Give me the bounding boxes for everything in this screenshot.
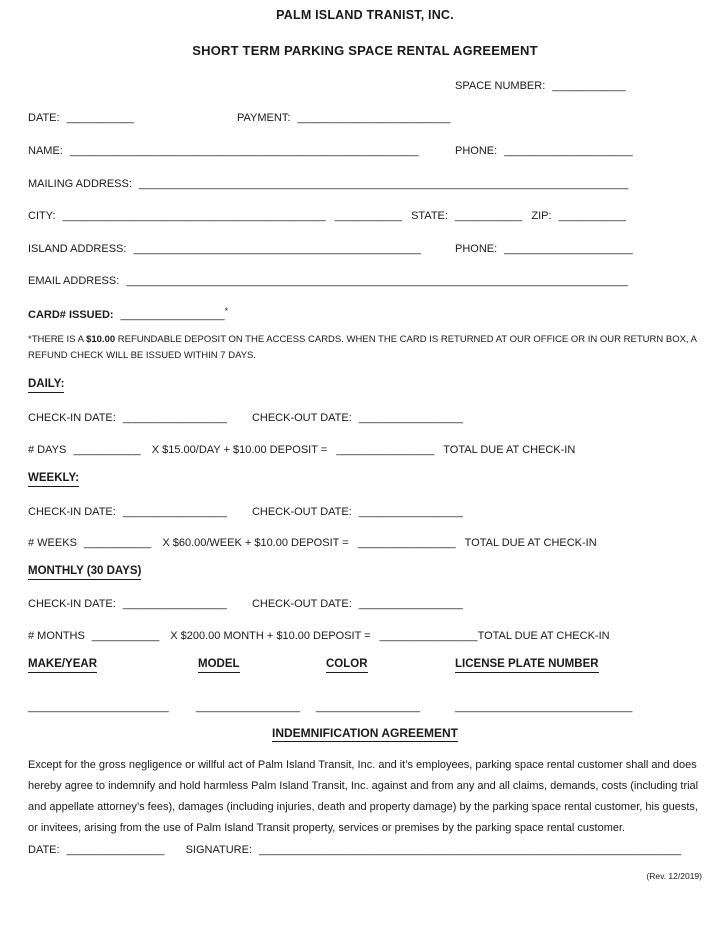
island-address-label: ISLAND ADDRESS: [28,243,127,255]
card-issued-blank: _________________ [120,309,225,321]
email-address-blank: __________________________________________________________________________________ [126,275,629,287]
card-deposit-note [28,332,702,364]
revision-note: (Rev. 12/2019) [646,871,702,881]
footnote-asterisk: * [224,306,229,316]
make-year-header: MAKE/YEAR [28,657,97,673]
daily-rate-text: X $15.00/DAY + $10.00 DEPOSIT = [151,444,328,456]
form-title: SHORT TERM PARKING SPACE RENTAL AGREEMENT [192,43,538,58]
checkin-date-label: CHECK-IN DATE: [28,412,116,424]
island-phone-blank: _____________________ [504,243,633,255]
name-phone-row [28,144,702,158]
payment-field [237,111,450,125]
indemnification-body: Except for the gross negligence or willful act of Palm Island Transit, Inc. and it’s employees, parking space rental customer shall and does hereby agree to indemnify and hold harmless Palm Island Transit, Inc. against and from any and all claims, demands, costs (including trial and appellate attorney’s fees), damages (including injuries, death and property damage) by the parking space rental customer, his guests, or invitees, arising from the use of Palm Island Transit property, services or premises by the parking space rental customer. [28,759,699,834]
monthly-section-heading: MONTHLY (30 DAYS) [28,564,702,581]
weekly-total-label: TOTAL DUE AT CHECK-IN [464,537,597,549]
note-prefix: *THERE IS A [28,334,87,345]
city-blank: ___________________________________________ [62,210,326,222]
name-label: NAME: [28,145,63,157]
monthly-total-label: TOTAL DUE AT CHECK-IN [477,630,610,642]
email-address-label: EMAIL ADDRESS: [28,275,120,287]
weeks-qty-blank: ___________ [83,537,152,549]
date-payment-row [28,111,702,125]
phone-label: PHONE: [455,145,498,157]
license-plate-blank: _____________________________ [455,701,633,713]
card-issued-label: CARD# ISSUED: [28,309,114,321]
island-address-blank: _______________________________________________ [133,243,422,255]
island-phone-field [455,242,633,256]
zip-label: ZIP: [531,210,552,222]
make-year-blank: _______________________ [28,701,169,713]
card-issued-row [28,304,702,321]
monthly-checkin-row [28,597,702,611]
mailing-address-label: MAILING ADDRESS: [28,178,132,190]
city-label: CITY: [28,210,56,222]
space-number-blank: ____________ [552,80,626,92]
color-header: COLOR [326,657,368,673]
model-blank: _________________ [196,701,301,713]
zip-blank: ___________ [558,210,626,222]
months-qty-blank: ___________ [91,630,160,642]
signature-blank: _____________________________________________________________________ [259,844,682,856]
indemnification-heading: INDEMNIFICATION AGREEMENT [272,726,458,740]
color-blank: _________________ [316,701,421,713]
days-qty-label: # DAYS [28,444,67,456]
email-address-row [28,274,702,288]
checkout-date-blank: _________________ [358,506,463,518]
daily-total-row [28,443,702,457]
city-blank-2: ___________ [334,210,402,222]
signature-label: SIGNATURE: [185,844,253,856]
monthly-rate-text: X $200.00 MONTH + $10.00 DEPOSIT = [170,630,371,642]
checkout-date-label: CHECK-OUT DATE: [251,598,352,610]
note-amount: $10.00 [86,334,116,345]
daily-checkin-row [28,411,702,425]
state-label: STATE: [411,210,448,222]
island-phone-label: PHONE: [455,243,498,255]
checkin-date-label: CHECK-IN DATE: [28,598,116,610]
license-plate-header: LICENSE PLATE NUMBER [455,657,599,673]
checkout-date-label: CHECK-OUT DATE: [251,412,352,424]
weekly-rate-text: X $60.00/WEEK + $10.00 DEPOSIT = [162,537,349,549]
weekly-total-blank: ________________ [357,537,456,549]
checkout-date-blank: _________________ [358,412,463,424]
checkout-date-blank: _________________ [358,598,463,610]
mailing-address-blank: ________________________________________________________________________________ [138,178,629,190]
checkin-date-blank: _________________ [122,412,227,424]
weeks-qty-label: # WEEKS [28,537,77,549]
company-title: PALM ISLAND TRANIST, INC. [276,8,454,22]
phone-field [455,144,633,158]
signature-date-blank: ________________ [66,844,165,856]
weekly-total-row [28,536,702,550]
model-header: MODEL [198,657,240,673]
vehicle-header-row [28,657,702,674]
space-number-label: SPACE NUMBER: [455,80,546,92]
months-qty-label: # MONTHS [28,630,85,642]
city-state-zip-row [28,209,702,223]
name-blank: _________________________________________________________ [69,145,419,157]
daily-total-blank: ________________ [336,444,435,456]
mailing-address-row [28,177,702,191]
checkin-date-label: CHECK-IN DATE: [28,506,116,518]
space-number-field [455,79,626,93]
document-page [28,8,702,881]
daily-total-label: TOTAL DUE AT CHECK-IN [443,444,576,456]
monthly-total-blank: ________________ [379,630,478,642]
island-address-row [28,242,702,256]
payment-label: PAYMENT: [237,112,291,124]
monthly-total-row [28,629,702,643]
space-number-row [28,79,702,93]
daily-section-heading: DAILY: [28,377,702,394]
date-label: DATE: [28,112,60,124]
payment-blank: _________________________ [297,112,451,124]
vehicle-blank-row [28,700,702,714]
note-rest: REFUNDABLE DEPOSIT ON THE ACCESS CARDS. WHEN THE CARD IS RETURNED AT OUR OFFICE OR IN OUR RETURN BOX, A REFUND CHECK WILL BE ISSUED WITHIN 7 DAYS. [28,334,697,361]
checkin-date-blank: _________________ [122,598,227,610]
phone-blank: _____________________ [504,145,633,157]
signature-row [28,843,702,857]
checkout-date-label: CHECK-OUT DATE: [251,506,352,518]
weekly-checkin-row [28,505,702,519]
date-blank: ___________ [66,112,134,124]
weekly-section-heading: WEEKLY: [28,471,702,488]
checkin-date-blank: _________________ [122,506,227,518]
signature-date-label: DATE: [28,844,60,856]
days-qty-blank: ___________ [73,444,141,456]
state-blank: ___________ [455,210,523,222]
